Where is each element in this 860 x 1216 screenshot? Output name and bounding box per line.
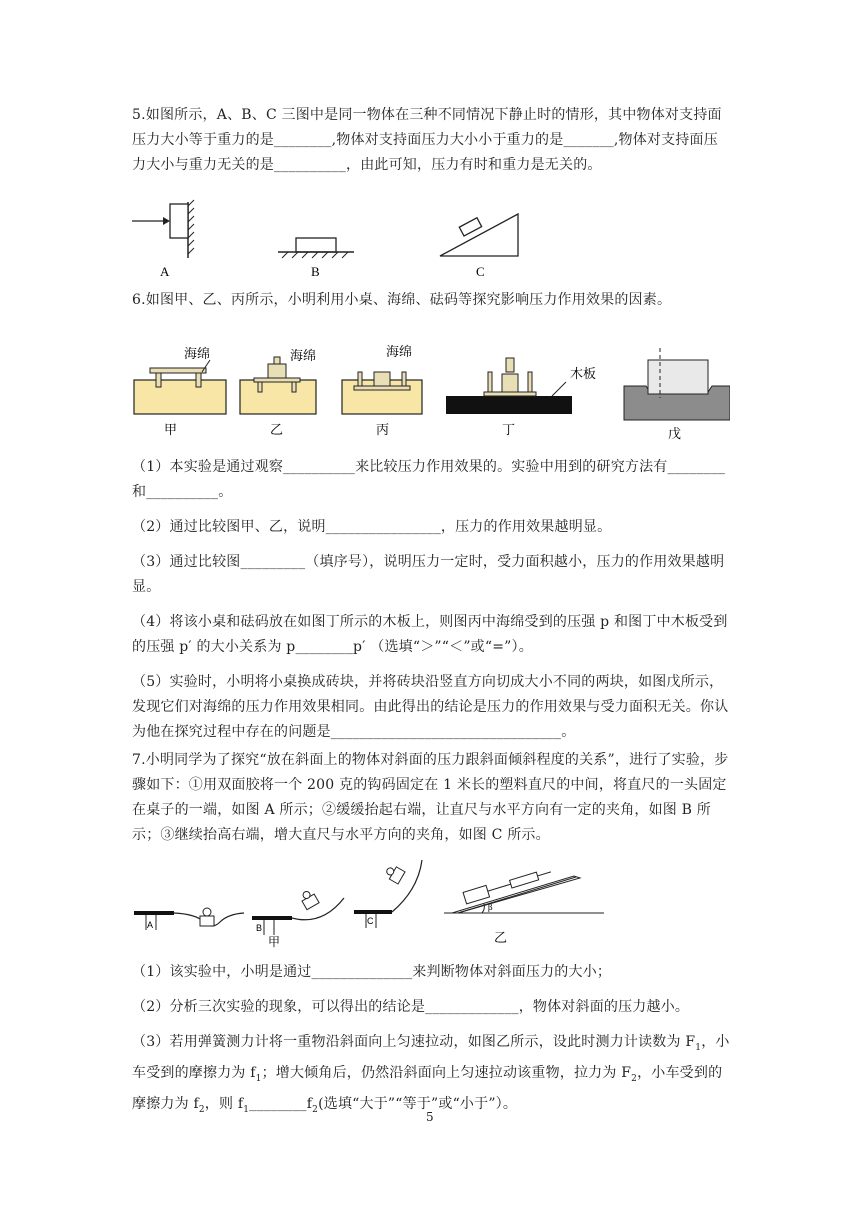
q6-figure <box>130 338 730 442</box>
label-c: C <box>476 264 485 279</box>
q7-figure <box>134 856 614 952</box>
q7-label-jia: 甲 <box>268 935 281 949</box>
q7-angle: β <box>488 903 493 912</box>
page-number: 5 <box>426 1110 434 1124</box>
fig-yi: 乙 <box>270 423 284 438</box>
q7-label-b: B <box>256 923 263 933</box>
q7-text: 7.小明同学为了探究“放在斜面上的物体对斜面的压力跟斜面倾斜程度的关系”，进行了实验，步骤如下：①用双面胶将一个 200 克的钩码固定在 1 米长的塑料直尺的中间，将直尺的一头固定在桌子的一端，如图 A 所示；②缓缓抬起右端，让直尺与水平方向有一定的夹角，如图 B 所示；③继续抬高右端，增大直尺与水平方向的夹角，如图 C 所示。 <box>132 752 729 843</box>
q5-text: 5.如图所示，A、B、C 三图中是同一物体在三种不同情况下静止时的情形，其中物体对支持面压力大小等于重力的是________,物体对支持面压力大小小于重力的是_______,物体对支持面压力大小与重力无关的是__________，由此可知，压力有时和重力是无关的。 <box>132 107 722 173</box>
q6-s1: （1）本实验是通过观察__________来比较压力作用效果的。实验中用到的研究方法有________和__________。 <box>132 459 726 500</box>
q7-label-yi: 乙 <box>494 931 508 946</box>
q7-label-c: C <box>367 916 374 926</box>
sponge-label-1: 海绵 <box>184 347 211 362</box>
q6-s3: （3）通过比较图_________（填序号），说明压力一定时，受力面积越小，压力的作用效果越明显。 <box>132 554 725 595</box>
board-label: 木板 <box>570 367 597 382</box>
fig-bing: 丙 <box>376 423 390 438</box>
q6-text: 6.如图甲、乙、丙所示，小明利用小桌、海绵、砝码等探究影响压力作用效果的因素。 <box>132 292 672 308</box>
fig-ding: 丁 <box>502 423 516 438</box>
label-a: A <box>160 264 170 279</box>
q6-s4: （4）将该小桌和砝码放在如图丁所示的木板上，则图丙中海绵受到的压强 p 和图丁中木板受到的压强 p′ 的大小关系为 p________p′ （选填“＞”“＜”或“=”）。 <box>132 614 728 655</box>
q5-figure <box>128 196 528 280</box>
q6-s2: （2）通过比较图甲、乙，说明________________，压力的作用效果越明显。 <box>132 519 612 535</box>
q6-s5: （5）实验时，小明将小桌换成砖块，并将砖块沿竖直方向切成大小不同的两块，如图戊所示，发现它们对海绵的压力作用效果相同。由此得出的结论是压力的作用效果与受力面积无关。你认为他在探究过程中存在的问题是________________________________。 <box>132 674 729 740</box>
sponge-label-2: 海绵 <box>290 349 317 364</box>
label-b: B <box>311 264 320 279</box>
q7-label-a: A <box>147 920 154 930</box>
sponge-label-3: 海绵 <box>386 345 413 360</box>
fig-jia: 甲 <box>164 423 178 438</box>
fig-wu: 戊 <box>668 427 682 442</box>
q7-s3: （3）若用弹簧测力计将一重物沿斜面向上匀速拉动，如图乙所示，设此时测力计读数为 $F_1$，小车受到的摩擦力为 $f_1$；增大倾角后，仍然沿斜面向上匀速拉动该重物，拉力为 $F_2$，小车受到的摩擦力为 $f_2$，则 $f_1\_\_\_\_\_\_\_\_f_2$(选填“大于”“等于”或“小于”）。 <box>132 1034 730 1115</box>
q7-s2: （2）分析三次实验的现象，可以得出的结论是_____________，物体对斜面的压力越小。 <box>132 999 690 1015</box>
q7-s1: （1）该实验中，小明是通过______________来判断物体对斜面压力的大小； <box>132 964 612 980</box>
